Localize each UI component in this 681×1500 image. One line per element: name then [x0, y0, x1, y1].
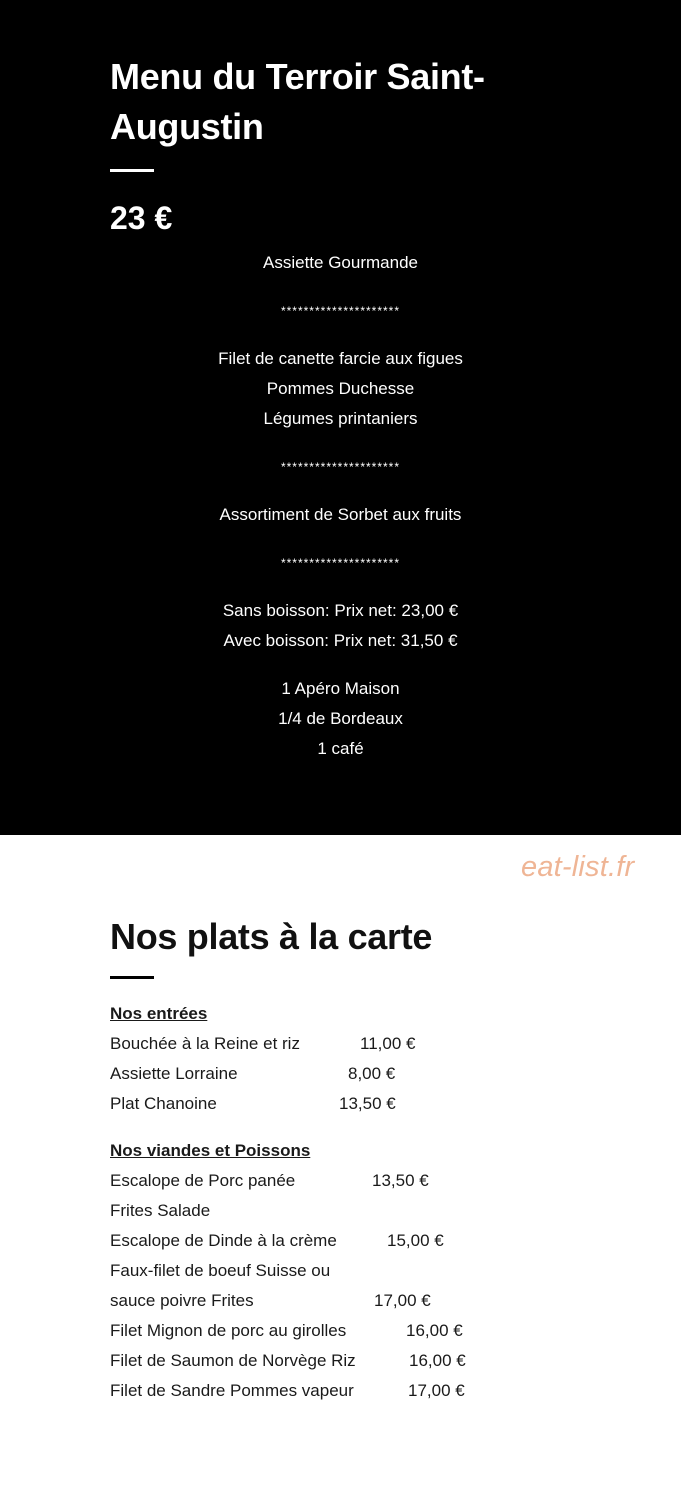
dish-price: 13,50 € — [339, 1094, 396, 1113]
list-item — [110, 1316, 590, 1346]
list-item — [110, 1196, 590, 1226]
dish-name: Assiette Lorraine — [110, 1064, 238, 1083]
dish-name: Escalope de Dinde à la crème — [110, 1231, 337, 1250]
category-heading-viandes: Nos viandes et Poissons — [110, 1141, 311, 1160]
price-without-drink: Sans boisson: Prix net: 23,00 € — [222, 601, 459, 620]
watermark-text: eat-list.fr — [521, 851, 635, 883]
list-item — [110, 1376, 590, 1406]
carte-list — [110, 999, 590, 1406]
list-item — [110, 1166, 590, 1196]
list-item — [110, 1256, 590, 1286]
dish-name: Escalope de Porc panée — [110, 1171, 296, 1190]
title-divider — [110, 169, 154, 172]
course-dessert: Assortiment de Sorbet aux fruits — [219, 505, 462, 524]
list-item — [110, 1029, 590, 1059]
course-starter: Assiette Gourmande — [263, 253, 418, 272]
list-item — [110, 1226, 590, 1256]
list-item — [110, 1089, 590, 1119]
dish-price: 15,00 € — [387, 1231, 444, 1250]
list-item — [110, 1059, 590, 1089]
set-menu-title: Menu du Terroir Saint-Augustin — [110, 56, 485, 147]
dish-name: Frites Salade — [110, 1201, 211, 1220]
dish-price: 8,00 € — [348, 1064, 396, 1083]
dish-price: 17,00 € — [374, 1291, 431, 1310]
course-main-item: Filet de canette farcie aux figues — [218, 349, 463, 368]
dish-price: 13,50 € — [372, 1171, 429, 1190]
dish-name: Filet Mignon de porc au girolles — [110, 1321, 347, 1340]
dish-price: 11,00 € — [360, 1034, 416, 1053]
drink-item: 1 café — [317, 739, 364, 758]
dish-name: Bouchée à la Reine et riz — [110, 1034, 300, 1053]
drink-item: 1 Apéro Maison — [281, 679, 400, 698]
dish-name: Filet de Saumon de Norvège Riz — [110, 1351, 356, 1370]
set-menu-courses — [0, 248, 681, 764]
course-main-item: Pommes Duchesse — [266, 379, 415, 398]
dish-name: Faux-filet de boeuf Suisse ou — [110, 1261, 331, 1280]
dish-price: 16,00 € — [406, 1321, 463, 1340]
dish-name: Plat Chanoine — [110, 1094, 217, 1113]
list-item — [110, 1286, 590, 1316]
set-menu-price: 23 € — [110, 200, 173, 236]
dish-name: Filet de Sandre Pommes vapeur — [110, 1381, 354, 1400]
list-item — [110, 1346, 590, 1376]
dish-price: 17,00 € — [408, 1381, 465, 1400]
course-separator: ********************* — [280, 304, 401, 318]
price-with-drink: Avec boisson: Prix net: 31,50 € — [223, 631, 458, 650]
dish-name: sauce poivre Frites — [110, 1291, 254, 1310]
drink-item: 1/4 de Bordeaux — [278, 709, 403, 728]
carte-title: Nos plats à la carte — [110, 916, 433, 957]
course-separator: ********************* — [280, 556, 401, 570]
course-separator: ********************* — [280, 460, 401, 474]
dish-price: 16,00 € — [409, 1351, 466, 1370]
category-heading-entrees: Nos entrées — [110, 1004, 208, 1023]
carte-divider — [110, 976, 154, 979]
course-main-item: Légumes printaniers — [263, 409, 418, 428]
